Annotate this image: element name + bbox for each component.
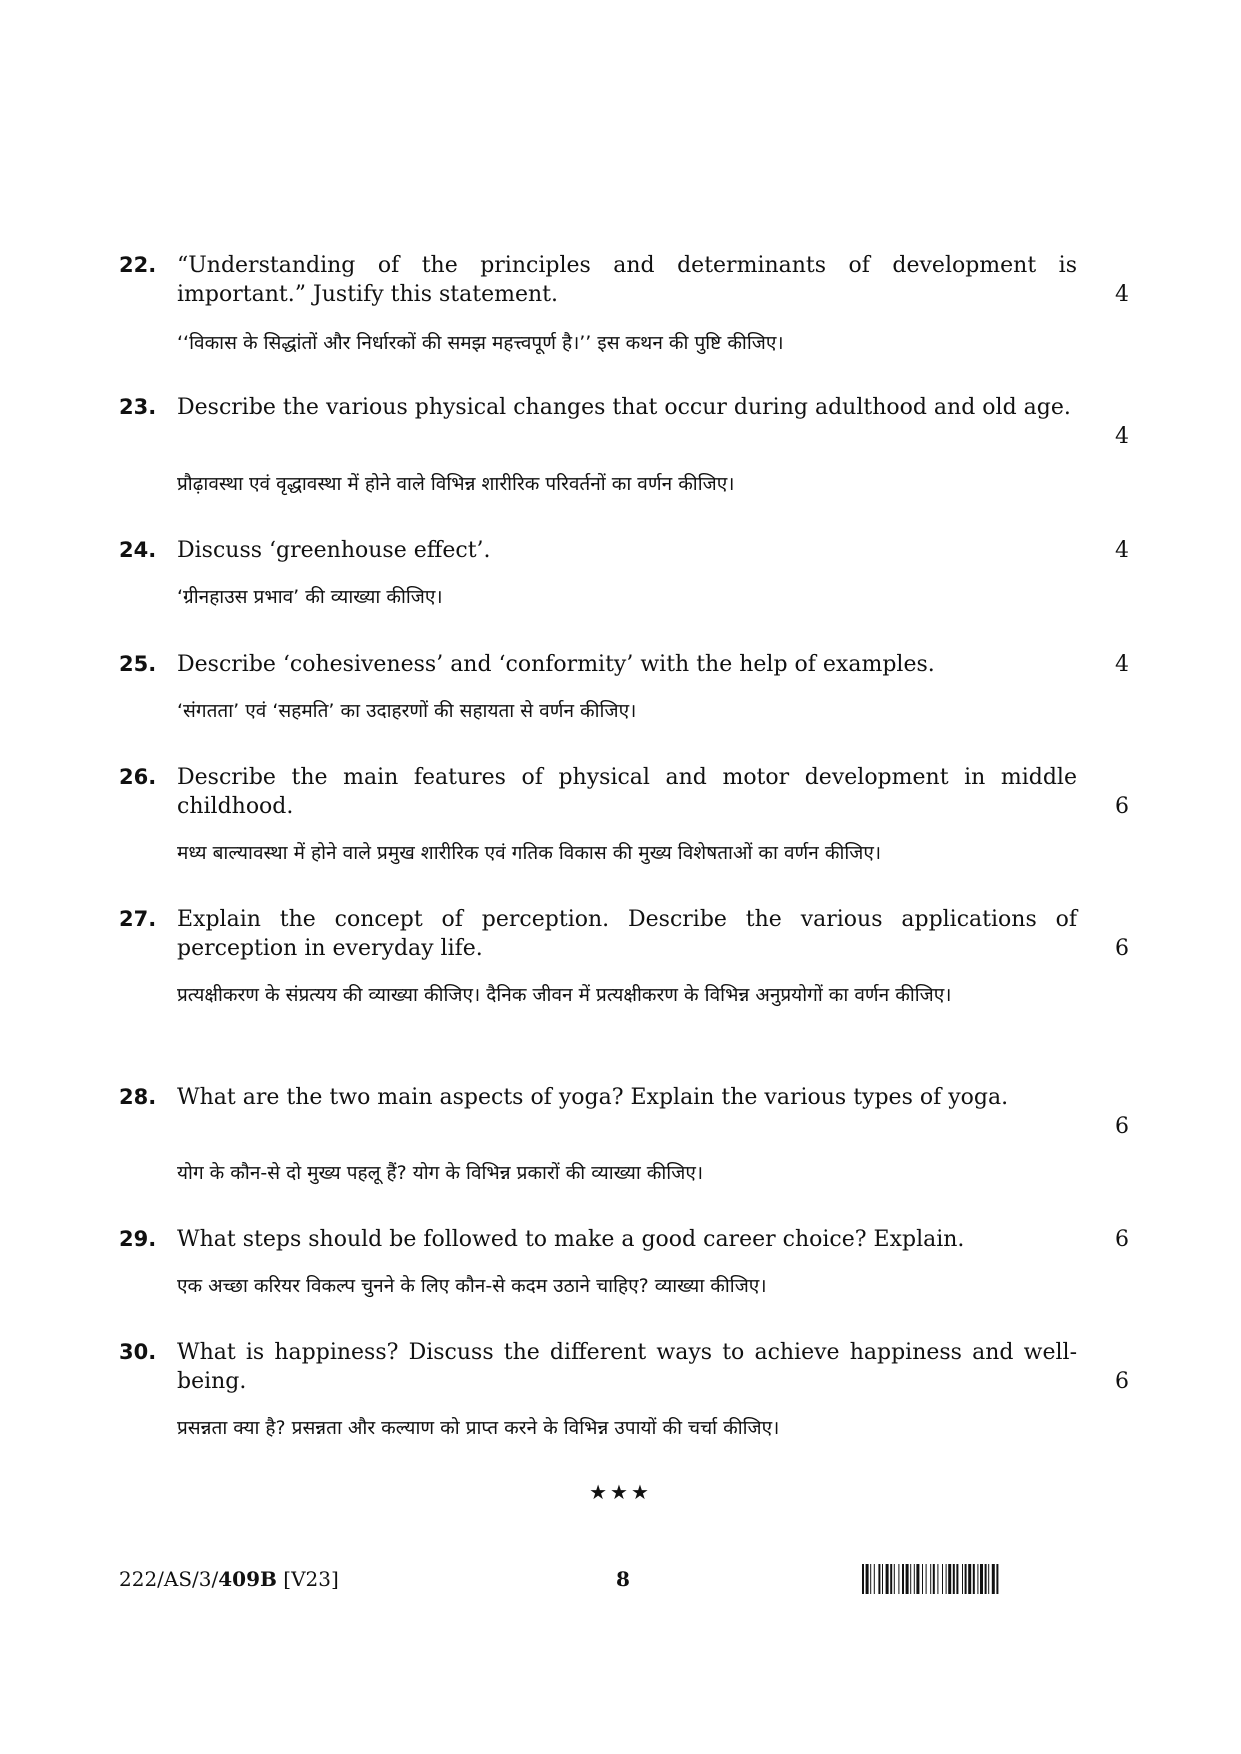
question-text-english: Describe the main features of physical and motor development in middle childhood.: [177, 765, 1077, 819]
barcode-bar: [965, 1564, 967, 1594]
page-number: 8: [616, 1567, 630, 1591]
question-number: 26.: [119, 765, 157, 789]
question-text-english: What steps should be followed to make a good career choice? Explain.: [177, 1227, 965, 1252]
barcode-bar: [874, 1564, 875, 1594]
question-text-english: What are the two main aspects of yoga? Explain the various types of yoga.: [177, 1085, 1009, 1110]
barcode-bar: [906, 1564, 909, 1594]
barcode-bar: [882, 1564, 883, 1594]
question-number: 27.: [119, 907, 157, 931]
barcode-bar: [946, 1564, 947, 1594]
question-text-english: Discuss ‘greenhouse effect’.: [177, 538, 491, 563]
barcode-bar: [916, 1564, 919, 1594]
barcode-bar: [933, 1564, 935, 1594]
barcode-bar: [968, 1564, 971, 1594]
barcode-bar: [902, 1564, 904, 1594]
question-number: 28.: [119, 1085, 157, 1109]
question-number: 23.: [119, 395, 157, 419]
barcode-bar: [937, 1564, 938, 1594]
question-text-hindi: ‘संगतता’ एवं ‘सहमति’ का उदाहरणों की सहायता से वर्णन कीजिए।: [177, 700, 637, 722]
question-text-hindi: योग के कौन-से दो मुख्य पहलू हैं? योग के विभिन्न प्रकारों की व्याख्या कीजिए।: [177, 1162, 704, 1184]
barcode-bar: [992, 1564, 995, 1594]
question-marks: 6: [1115, 1369, 1129, 1394]
barcode-bar: [862, 1564, 864, 1594]
barcode-bar: [956, 1564, 958, 1594]
barcode-bar: [898, 1564, 899, 1594]
barcode-bar: [926, 1564, 927, 1594]
question-text-hindi: मध्य बाल्यावस्था में होने वाले प्रमुख शारीरिक एवं गतिक विकास की मुख्य विशेषताओं का वर्णन कीजिए।: [177, 842, 882, 864]
barcode-bar: [942, 1564, 943, 1594]
barcode-bar: [910, 1564, 911, 1594]
barcode-bar: [980, 1564, 983, 1594]
barcode-bar: [878, 1564, 880, 1594]
end-stars: ★★★: [589, 1480, 652, 1504]
question-marks: 6: [1115, 1114, 1129, 1139]
question-text-english: What is happiness? Discuss the different ways to achieve happiness and well-being.: [177, 1340, 1077, 1394]
barcode-bar: [922, 1564, 923, 1594]
question-marks: 6: [1115, 1227, 1129, 1252]
question-number: 22.: [119, 253, 157, 277]
barcode-bar: [930, 1564, 931, 1594]
question-number: 29.: [119, 1227, 157, 1251]
barcode-bar: [948, 1564, 951, 1594]
question-marks: 6: [1115, 936, 1129, 961]
question-text-english: Describe the various physical changes that occur during adulthood and old age.: [177, 395, 1071, 420]
question-text-hindi: एक अच्छा करियर विकल्प चुनने के लिए कौन-से कदम उठाने चाहिए? व्याख्या कीजिए।: [177, 1275, 767, 1297]
question-number: 25.: [119, 652, 157, 676]
question-marks: 4: [1115, 424, 1129, 449]
question-text-hindi: ‘ग्रीनहाउस प्रभाव’ की व्याख्या कीजिए।: [177, 586, 443, 608]
barcode-bar: [988, 1564, 989, 1594]
question-number: 24.: [119, 538, 157, 562]
question-text-english: Describe ‘cohesiveness’ and ‘conformity’ with the help of examples.: [177, 652, 935, 677]
question-text-hindi: प्रसन्नता क्या है? प्रसन्नता और कल्याण को प्राप्त करने के विभिन्न उपायों की चर्चा कीजिए।: [177, 1417, 780, 1439]
question-text-english: Explain the concept of perception. Describe the various applications of perception in everyday life.: [177, 907, 1077, 961]
paper-code-bold: 409B: [218, 1567, 277, 1591]
barcode-bar: [977, 1564, 978, 1594]
barcode-bar: [866, 1564, 869, 1594]
barcode-bar: [894, 1564, 895, 1594]
paper-code: [119, 1567, 339, 1591]
question-text-hindi: प्रत्यक्षीकरण के संप्रत्यय की व्याख्या कीजिए। दैनिक जीवन में प्रत्यक्षीकरण के विभिन्न अनुप्रयोगों का वर्णन कीजिए।: [177, 984, 952, 1006]
question-marks: 6: [1115, 794, 1129, 819]
barcode-bar: [996, 1564, 998, 1594]
barcode-bar: [890, 1564, 892, 1594]
barcode-bar: [985, 1564, 987, 1594]
barcode-bar: [914, 1564, 915, 1594]
barcode-bar: [886, 1564, 889, 1594]
question-marks: 4: [1115, 282, 1129, 307]
question-text-hindi: ‘‘विकास के सिद्धांतों और निर्धारकों की समझ महत्त्वपूर्ण है।’’ इस कथन की पुष्टि कीजिए।: [177, 332, 784, 354]
question-text-english: “Understanding of the principles and determinants of development is important.” Justify this statement.: [177, 253, 1077, 307]
paper-code-suffix: [V23]: [276, 1567, 339, 1591]
barcode-bar: [962, 1564, 963, 1594]
paper-code-prefix: 222/AS/3/: [119, 1567, 219, 1591]
barcode-bar: [953, 1564, 955, 1594]
question-text-hindi: प्रौढ़ावस्था एवं वृद्धावस्था में होने वाले विभिन्न शारीरिक परिवर्तनों का वर्णन कीजिए।: [177, 473, 735, 495]
barcode-bar: [973, 1564, 975, 1594]
question-marks: 4: [1115, 538, 1129, 563]
barcode-bar: [870, 1564, 871, 1594]
barcode-icon: [862, 1564, 1124, 1594]
question-marks: 4: [1115, 652, 1129, 677]
question-number: 30.: [119, 1340, 157, 1364]
